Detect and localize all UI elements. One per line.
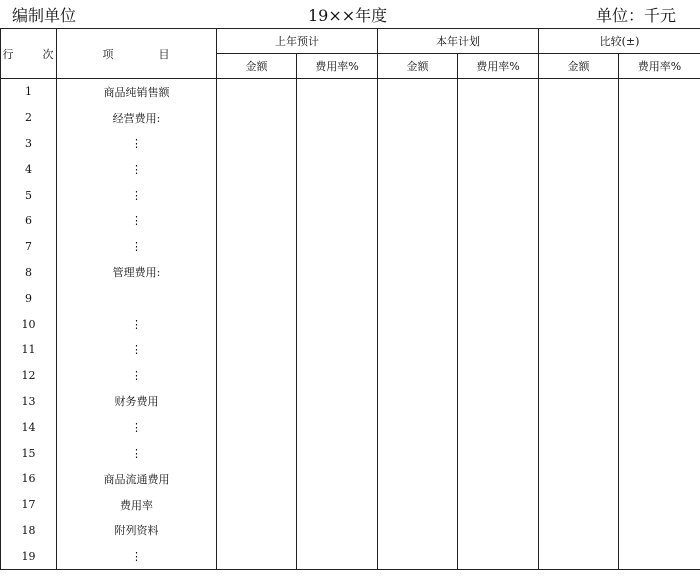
table-row: [1, 518, 700, 544]
value-cell: [217, 311, 297, 337]
value-cell: [539, 389, 619, 415]
value-cell: [619, 182, 700, 208]
row-number-cell: 10: [1, 311, 57, 337]
subheader-amount: 金额: [539, 54, 619, 79]
row-number-cell: 16: [1, 466, 57, 492]
row-number-cell: 3: [1, 131, 57, 157]
table-row: [1, 234, 700, 260]
value-cell: [539, 466, 619, 492]
value-cell: [539, 492, 619, 518]
value-cell: [378, 466, 458, 492]
value-cell: [458, 466, 539, 492]
table-row: [1, 156, 700, 182]
row-number-cell: 8: [1, 260, 57, 286]
value-cell: [539, 311, 619, 337]
value-cell: [297, 208, 378, 234]
value-cell: [539, 414, 619, 440]
value-cell: [378, 234, 458, 260]
value-cell: [297, 105, 378, 131]
row-number-cell: 15: [1, 440, 57, 466]
value-cell: [297, 337, 378, 363]
group-header-this-year: 本年计划: [378, 29, 539, 54]
value-cell: [539, 285, 619, 311]
item-cell: ⋮: [57, 363, 217, 389]
row-number-cell: 13: [1, 389, 57, 415]
item-cell: ⋮: [57, 131, 217, 157]
value-cell: [217, 156, 297, 182]
row-number-cell: 1: [1, 79, 57, 105]
table-row: [1, 543, 700, 569]
value-cell: [619, 440, 700, 466]
subheader-expense-rate: 费用率%: [297, 54, 378, 79]
value-cell: [217, 543, 297, 569]
value-cell: [378, 208, 458, 234]
value-cell: [297, 363, 378, 389]
value-cell: [217, 337, 297, 363]
table-row: [1, 182, 700, 208]
table-row: [1, 414, 700, 440]
subheader-amount: 金额: [217, 54, 297, 79]
value-cell: [539, 234, 619, 260]
subheader-expense-rate: 费用率%: [458, 54, 539, 79]
value-cell: [217, 182, 297, 208]
group-header-comparison: 比较(±): [539, 29, 700, 54]
value-cell: [619, 285, 700, 311]
item-cell: ⋮: [57, 543, 217, 569]
value-cell: [378, 311, 458, 337]
value-cell: [217, 466, 297, 492]
row-number-header: 行 次: [1, 29, 57, 79]
value-cell: [297, 156, 378, 182]
table-row: [1, 466, 700, 492]
value-cell: [539, 156, 619, 182]
item-cell: 附列资料: [57, 518, 217, 544]
value-cell: [378, 285, 458, 311]
row-number-cell: 18: [1, 518, 57, 544]
value-cell: [217, 234, 297, 260]
value-cell: [378, 492, 458, 518]
group-header-last-year: 上年预计: [217, 29, 378, 54]
value-cell: [297, 440, 378, 466]
value-cell: [297, 285, 378, 311]
table-row: [1, 440, 700, 466]
value-cell: [619, 311, 700, 337]
value-cell: [539, 440, 619, 466]
row-number-cell: 5: [1, 182, 57, 208]
row-number-cell: 4: [1, 156, 57, 182]
value-cell: [458, 131, 539, 157]
value-cell: [539, 182, 619, 208]
value-cell: [297, 79, 378, 105]
value-cell: [217, 389, 297, 415]
item-cell: 财务费用: [57, 389, 217, 415]
value-cell: [217, 105, 297, 131]
value-cell: [619, 105, 700, 131]
row-number-cell: 9: [1, 285, 57, 311]
value-cell: [619, 337, 700, 363]
item-cell: ⋮: [57, 182, 217, 208]
table-row: [1, 492, 700, 518]
value-cell: [458, 234, 539, 260]
value-cell: [458, 156, 539, 182]
table-row: [1, 79, 700, 105]
value-cell: [458, 440, 539, 466]
value-cell: [297, 182, 378, 208]
value-cell: [378, 131, 458, 157]
value-cell: [619, 492, 700, 518]
report-header: [0, 0, 700, 28]
value-cell: [458, 518, 539, 544]
value-cell: [297, 389, 378, 415]
value-cell: [378, 518, 458, 544]
value-cell: [458, 79, 539, 105]
value-cell: [217, 440, 297, 466]
item-cell: 管理费用:: [57, 260, 217, 286]
fiscal-year-label: 19××年度: [308, 6, 388, 25]
value-cell: [619, 363, 700, 389]
row-number-cell: 17: [1, 492, 57, 518]
value-cell: [217, 260, 297, 286]
table-row: [1, 260, 700, 286]
item-cell: ⋮: [57, 208, 217, 234]
value-cell: [458, 543, 539, 569]
value-cell: [539, 337, 619, 363]
value-cell: [539, 363, 619, 389]
value-cell: [619, 208, 700, 234]
value-cell: [539, 208, 619, 234]
value-cell: [458, 337, 539, 363]
value-cell: [619, 156, 700, 182]
currency-unit-label: 单位：千元: [595, 6, 676, 25]
value-cell: [217, 363, 297, 389]
value-cell: [458, 389, 539, 415]
value-cell: [458, 105, 539, 131]
value-cell: [539, 260, 619, 286]
value-cell: [619, 234, 700, 260]
value-cell: [378, 440, 458, 466]
table-row: [1, 131, 700, 157]
table-row: [1, 389, 700, 415]
value-cell: [378, 543, 458, 569]
value-cell: [297, 466, 378, 492]
value-cell: [378, 337, 458, 363]
value-cell: [619, 466, 700, 492]
compiling-unit-label: 编制单位: [12, 6, 77, 25]
value-cell: [458, 285, 539, 311]
item-header: 项 目: [57, 29, 217, 79]
value-cell: [539, 131, 619, 157]
value-cell: [619, 79, 700, 105]
table-row: [1, 337, 700, 363]
item-cell: ⋮: [57, 156, 217, 182]
item-cell: ⋮: [57, 440, 217, 466]
value-cell: [539, 543, 619, 569]
value-cell: [297, 414, 378, 440]
value-cell: [458, 208, 539, 234]
row-number-cell: 12: [1, 363, 57, 389]
value-cell: [217, 518, 297, 544]
row-number-cell: 11: [1, 337, 57, 363]
row-number-cell: 7: [1, 234, 57, 260]
value-cell: [297, 518, 378, 544]
item-cell: ⋮: [57, 234, 217, 260]
value-cell: [458, 414, 539, 440]
subheader-amount: 金额: [378, 54, 458, 79]
value-cell: [458, 182, 539, 208]
row-number-cell: 14: [1, 414, 57, 440]
value-cell: [378, 363, 458, 389]
value-cell: [297, 131, 378, 157]
value-cell: [217, 208, 297, 234]
table-row: [1, 208, 700, 234]
item-cell: [57, 285, 217, 311]
value-cell: [378, 389, 458, 415]
expense-plan-table: [0, 28, 700, 570]
value-cell: [217, 131, 297, 157]
value-cell: [458, 311, 539, 337]
value-cell: [539, 79, 619, 105]
value-cell: [378, 260, 458, 286]
value-cell: [297, 492, 378, 518]
value-cell: [619, 414, 700, 440]
item-cell: 经营费用:: [57, 105, 217, 131]
value-cell: [378, 182, 458, 208]
item-cell: ⋮: [57, 311, 217, 337]
value-cell: [217, 492, 297, 518]
value-cell: [217, 285, 297, 311]
item-cell: ⋮: [57, 414, 217, 440]
table-row: [1, 285, 700, 311]
table-row: [1, 311, 700, 337]
item-cell: 费用率: [57, 492, 217, 518]
value-cell: [619, 518, 700, 544]
value-cell: [539, 518, 619, 544]
value-cell: [297, 260, 378, 286]
table-row: [1, 105, 700, 131]
item-cell: 商品流通费用: [57, 466, 217, 492]
value-cell: [378, 156, 458, 182]
subheader-expense-rate: 费用率%: [619, 54, 700, 79]
value-cell: [378, 105, 458, 131]
row-number-cell: 6: [1, 208, 57, 234]
value-cell: [458, 260, 539, 286]
value-cell: [378, 79, 458, 105]
value-cell: [619, 260, 700, 286]
value-cell: [458, 363, 539, 389]
value-cell: [619, 543, 700, 569]
table-row: [1, 363, 700, 389]
value-cell: [297, 234, 378, 260]
row-number-cell: 2: [1, 105, 57, 131]
row-number-cell: 19: [1, 543, 57, 569]
value-cell: [217, 79, 297, 105]
value-cell: [619, 131, 700, 157]
value-cell: [297, 311, 378, 337]
value-cell: [217, 414, 297, 440]
value-cell: [297, 543, 378, 569]
value-cell: [458, 492, 539, 518]
item-cell: ⋮: [57, 337, 217, 363]
item-cell: 商品纯销售额: [57, 79, 217, 105]
value-cell: [619, 389, 700, 415]
value-cell: [539, 105, 619, 131]
value-cell: [378, 414, 458, 440]
